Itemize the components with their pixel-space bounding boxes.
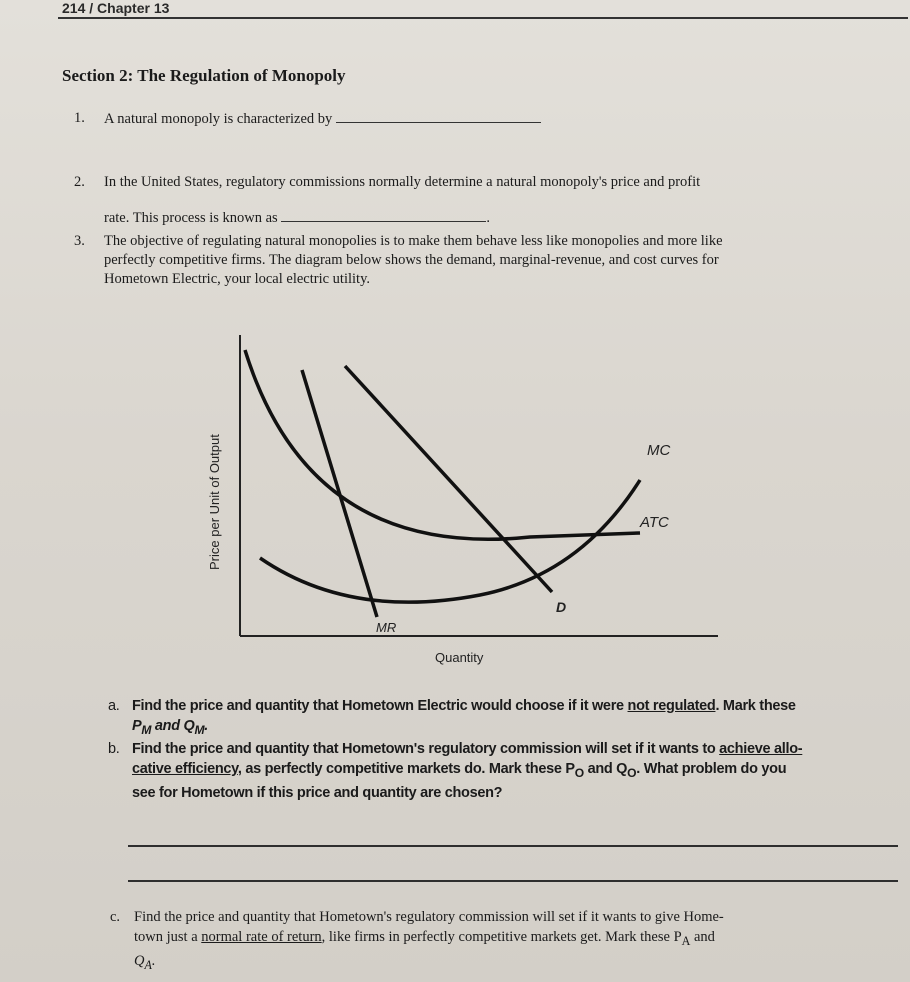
text-span: and	[690, 929, 715, 945]
text-span: . Mark these	[715, 698, 796, 714]
subscript: O	[574, 765, 584, 780]
cost-curves-chart	[170, 330, 730, 670]
mc-curve	[260, 480, 640, 602]
text-span: .	[204, 718, 208, 734]
subquestion-a	[108, 696, 888, 740]
question-text: A natural monopoly is characterized by	[104, 111, 333, 127]
y-axis-title: Price per Unit of Output	[207, 434, 222, 570]
question-3	[74, 232, 874, 289]
text-span: Find the price and quantity that Hometown Electric would choose if it were	[132, 698, 628, 714]
question-text-line: Hometown Electric, your local electric utility.	[104, 271, 371, 287]
subquestion-letter: a.	[108, 698, 120, 714]
subquestion-letter: b.	[108, 741, 120, 757]
question-text-line: In the United States, regulatory commissions normally determine a natural monopoly's price and profit	[104, 174, 701, 190]
header-rule	[58, 17, 908, 19]
text-line: Find the price and quantity that Hometown's regulatory commission will set if it wants to give Home-	[134, 909, 724, 925]
question-text-line: rate. This process is known as	[104, 210, 278, 226]
text-span: .	[151, 952, 156, 969]
subscript: A	[144, 957, 152, 972]
answer-line-1[interactable]	[128, 845, 898, 847]
text-span: , as perfectly competitive markets do. Mark these P	[237, 761, 575, 777]
x-axis-title: Quantity	[435, 650, 484, 665]
question-text-line: The objective of regulating natural monopolies is to make them behave less like monopolies and more like	[104, 233, 723, 249]
answer-line-2[interactable]	[128, 880, 898, 882]
mc-label: MC	[647, 442, 671, 459]
text-span: and Q	[583, 761, 628, 777]
mr-curve	[302, 370, 377, 617]
answer-blank-2[interactable]	[281, 207, 486, 222]
answer-blank-1[interactable]	[336, 108, 541, 123]
mr-label: MR	[376, 620, 397, 635]
question-2	[74, 172, 874, 229]
subscript: O	[627, 765, 637, 780]
underlined-text: cative efficiency	[132, 761, 238, 777]
demand-label: D	[556, 599, 567, 615]
underlined-text: achieve allo-	[719, 741, 803, 757]
atc-label: ATC	[640, 514, 669, 531]
period: .	[486, 210, 490, 226]
question-number: 2.	[74, 174, 85, 190]
subscript: A	[681, 933, 691, 948]
subquestion-c	[110, 907, 900, 975]
text-span: P	[132, 718, 142, 734]
subscript: M	[194, 722, 205, 737]
text-span: Q	[134, 952, 145, 969]
underlined-text: normal rate of return	[201, 929, 322, 945]
subquestion-b	[108, 739, 898, 803]
underlined-text: not regulated	[627, 698, 716, 714]
question-text-line: perfectly competitive firms. The diagram below shows the demand, marginal-revenue, and cost curves for	[104, 252, 719, 268]
question-1	[74, 108, 634, 130]
text-line: see for Hometown if this price and quantity are chosen?	[132, 784, 503, 801]
text-span: and Q	[151, 718, 195, 734]
subscript: M	[141, 722, 152, 737]
question-number: 1.	[74, 110, 85, 126]
text-span: . What problem do you	[636, 761, 787, 777]
demand-curve	[345, 366, 552, 592]
page-header: 214 / Chapter 13	[62, 0, 170, 16]
question-number: 3.	[74, 233, 85, 249]
text-span: Find the price and quantity that Hometown's regulatory commission will set if it wants to	[132, 741, 720, 757]
subquestion-letter: c.	[110, 909, 121, 925]
text-span: , like firms in perfectly competitive markets get. Mark these P	[321, 929, 682, 945]
section-title: Section 2: The Regulation of Monopoly	[62, 66, 346, 85]
text-span: town just a	[134, 929, 202, 945]
